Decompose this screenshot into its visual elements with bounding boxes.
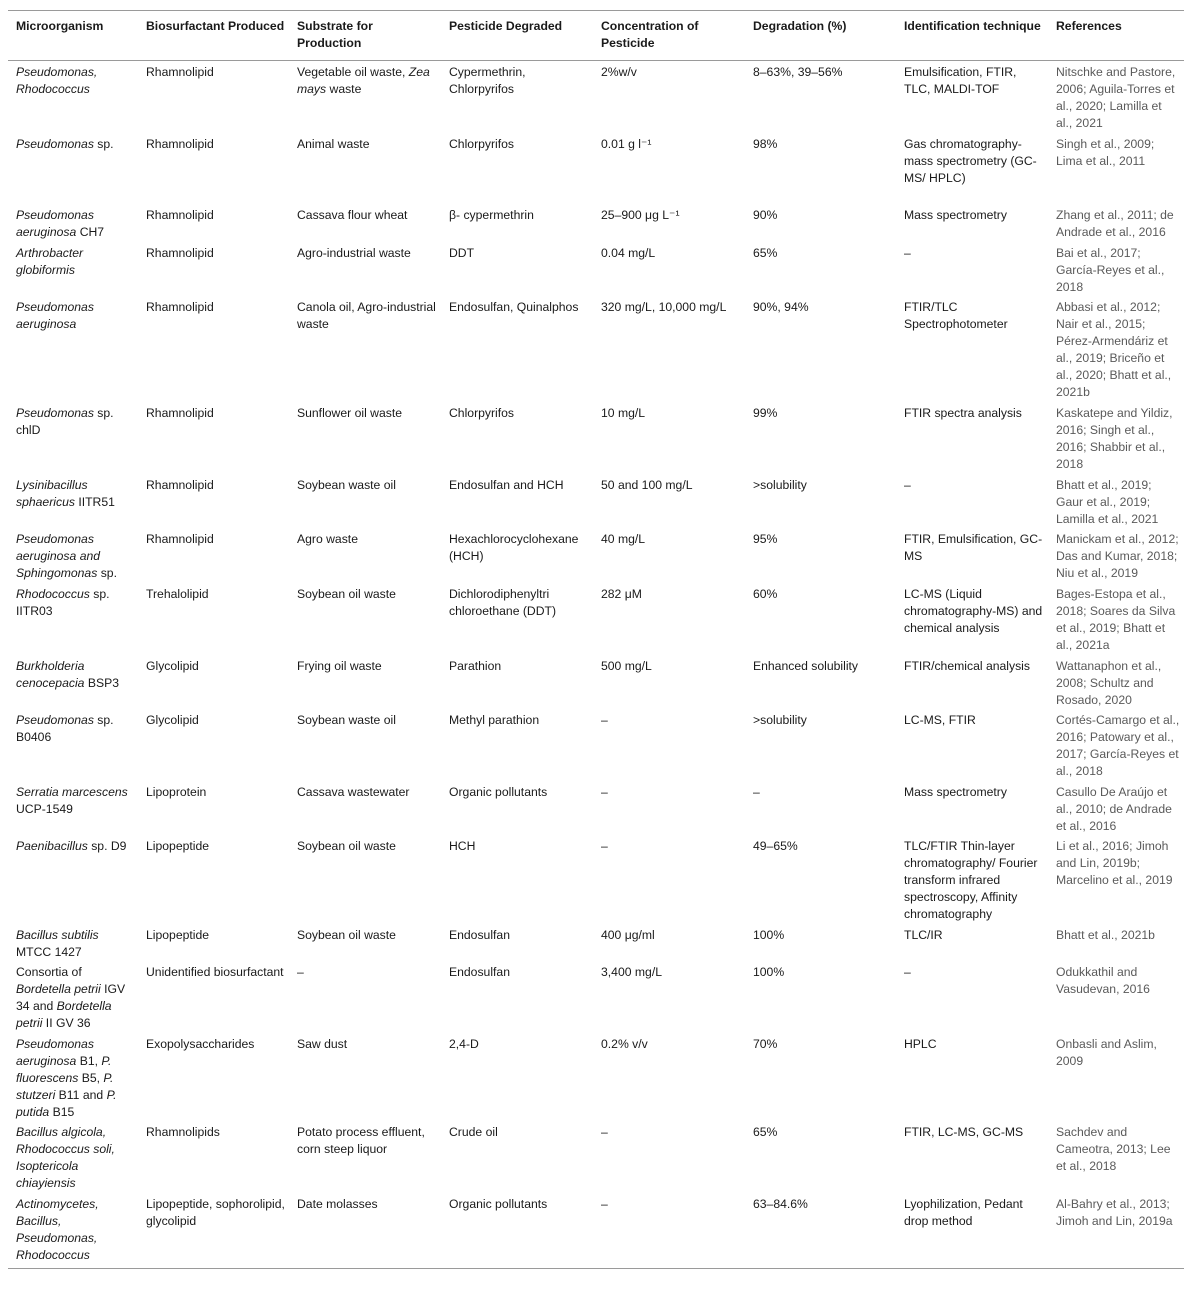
- cell-substrate-text: Soybean oil waste: [297, 927, 396, 942]
- cell-microorganism-text: Bacillus algicola, Rhodococcus soli, Isoptericola chiayiensis: [16, 1124, 115, 1190]
- cell-microorganism-text: II GV 36: [42, 1015, 91, 1030]
- cell-microorganism-text: B5,: [78, 1070, 104, 1085]
- cell-microorganism-text: Actinomycetes, Bacillus, Pseudomonas, Rhodococcus: [16, 1196, 99, 1262]
- cell-substrate-text: Soybean waste oil: [297, 712, 396, 727]
- cell-references: Al-Bahry et al., 2013; Jimoh and Lin, 2019a: [1048, 1193, 1184, 1269]
- header-row: [8, 11, 1184, 61]
- table-row: [8, 61, 1184, 133]
- cell-identification: Mass spectrometry: [904, 207, 1007, 222]
- cell-concentration: 500 mg/L: [601, 658, 652, 673]
- cell-references: Casullo De Araújo et al., 2010; de Andrade et al., 2016: [1056, 784, 1172, 833]
- cell-substrate: [289, 402, 441, 474]
- cell-concentration: 400 μg/ml: [601, 927, 655, 942]
- cell-pesticide: Crude oil: [449, 1124, 498, 1139]
- cell-degradation: >solubility: [753, 477, 807, 492]
- cell-concentration: 282 μM: [601, 586, 642, 601]
- cell-microorganism: [8, 583, 138, 655]
- cell-substrate-text: Saw dust: [297, 1036, 348, 1051]
- cell-references: Li et al., 2016; Jimoh and Lin, 2019b; Marcelino et al., 2019: [1056, 838, 1173, 887]
- cell-microorganism-text: Burkholderia cenocepacia: [16, 658, 85, 690]
- cell-identification: TLC/FTIR Thin-layer chromatography/ Fourier transform infrared spectroscopy, Affinity chromatography: [904, 838, 1038, 921]
- cell-degradation: 100%: [753, 964, 785, 979]
- cell-degradation: 90%, 94%: [753, 299, 809, 314]
- cell-biosurfactant: Rhamnolipid: [146, 245, 214, 260]
- table-row: [8, 961, 1184, 1033]
- cell-substrate-text: Cassava flour wheat: [297, 207, 408, 222]
- header-identification: Identification technique: [896, 11, 1048, 61]
- cell-microorganism-text: Pseudomonas: [16, 712, 94, 727]
- cell-microorganism-text: Pseudomonas, Rhodococcus: [16, 65, 98, 96]
- cell-substrate-text: Sunflower oil waste: [297, 405, 402, 420]
- cell-degradation: 98%: [753, 136, 778, 151]
- table-row: [8, 242, 1184, 296]
- cell-substrate: [289, 242, 441, 296]
- cell-concentration: 10 mg/L: [601, 405, 646, 420]
- cell-microorganism-text: Lysinibacillus sphaericus: [16, 477, 88, 509]
- cell-references: Onbasli and Aslim, 2009: [1056, 1036, 1157, 1068]
- cell-biosurfactant: Rhamnolipid: [146, 136, 214, 151]
- cell-pesticide: Chlorpyrifos: [449, 136, 515, 151]
- cell-microorganism-text: Bordetella petrii: [16, 981, 101, 996]
- cell-references: Cortés-Camargo et al., 2016; Patowary et al., 2017; García-Reyes et al., 2018: [1056, 712, 1180, 778]
- cell-references: Bages-Estopa et al., 2018; Soares da Silva et al., 2019; Bhatt et al., 2021a: [1056, 586, 1176, 652]
- biosurfactant-table: [8, 10, 1184, 1269]
- cell-references: Nitschke and Pastore, 2006; Aguila-Torres et al., 2020; Lamilla et al., 2021: [1056, 65, 1176, 130]
- cell-biosurfactant: Exopolysaccharides: [146, 1036, 255, 1051]
- cell-identification: TLC/IR: [904, 927, 943, 942]
- cell-microorganism-text: Pseudomonas: [16, 405, 94, 420]
- cell-substrate: [289, 204, 441, 242]
- table-row: [8, 133, 1184, 204]
- cell-microorganism-text: Pseudomonas aeruginosa and Sphingomonas: [16, 531, 101, 580]
- header-degradation: Degradation (%): [745, 11, 896, 61]
- cell-microorganism: [8, 655, 138, 709]
- table-row: [8, 204, 1184, 242]
- cell-substrate-text: Zea mays: [297, 65, 430, 96]
- cell-degradation: >solubility: [753, 712, 807, 727]
- cell-concentration: 2%w/v: [601, 65, 637, 79]
- cell-microorganism: [8, 835, 138, 924]
- cell-biosurfactant: Lipopeptide: [146, 927, 210, 942]
- cell-identification: FTIR, LC-MS, GC-MS: [904, 1124, 1024, 1139]
- cell-microorganism-text: Pseudomonas: [16, 136, 94, 151]
- cell-concentration: 40 mg/L: [601, 531, 646, 546]
- cell-microorganism: [8, 296, 138, 402]
- cell-substrate: [289, 583, 441, 655]
- cell-concentration: 3,400 mg/L: [601, 964, 662, 979]
- cell-pesticide: Hexachlorocyclohexane (HCH): [449, 531, 579, 563]
- cell-substrate-text: –: [297, 964, 304, 979]
- cell-substrate: [289, 709, 441, 781]
- cell-concentration: 0.04 mg/L: [601, 245, 656, 260]
- cell-concentration: –: [601, 1124, 608, 1139]
- cell-pesticide: Chlorpyrifos: [449, 405, 515, 420]
- cell-microorganism-text: CH7: [76, 224, 105, 239]
- cell-microorganism-text: UCP-1549: [16, 801, 73, 816]
- cell-degradation: 99%: [753, 405, 778, 420]
- table-row: [8, 528, 1184, 583]
- cell-pesticide: Endosulfan: [449, 927, 510, 942]
- cell-pesticide: Cypermethrin, Chlorpyrifos: [449, 65, 526, 96]
- cell-microorganism-text: Paenibacillus: [16, 838, 88, 853]
- cell-identification: Mass spectrometry: [904, 784, 1007, 799]
- cell-microorganism-text: Bordetella petrii: [16, 998, 112, 1030]
- cell-microorganism-text: IITR51: [74, 494, 115, 509]
- cell-identification: Emulsification, FTIR, TLC, MALDI-TOF: [904, 65, 1017, 96]
- cell-microorganism: [8, 528, 138, 583]
- cell-substrate-text: Frying oil waste: [297, 658, 382, 673]
- table-row: [8, 781, 1184, 835]
- cell-concentration: 0.01 g l⁻¹: [601, 136, 652, 151]
- cell-references: Zhang et al., 2011; de Andrade et al., 2016: [1056, 207, 1174, 239]
- cell-identification: LC-MS (Liquid chromatography-MS) and chemical analysis: [904, 586, 1043, 635]
- cell-substrate: [289, 1033, 441, 1121]
- header-microorganism: Microorganism: [8, 11, 138, 61]
- cell-microorganism-text: Bacillus subtilis: [16, 927, 99, 942]
- cell-identification: FTIR, Emulsification, GC-MS: [904, 531, 1043, 563]
- cell-substrate: [289, 61, 441, 133]
- cell-biosurfactant: Glycolipid: [146, 712, 199, 727]
- cell-biosurfactant: Lipopeptide: [146, 838, 210, 853]
- cell-biosurfactant: Glycolipid: [146, 658, 199, 673]
- cell-pesticide: Endosulfan: [449, 964, 510, 979]
- cell-microorganism-text: B1,: [76, 1053, 102, 1068]
- cell-references: Bhatt et al., 2019; Gaur et al., 2019; Lamilla et al., 2021: [1056, 477, 1159, 526]
- cell-pesticide: HCH: [449, 838, 476, 853]
- cell-concentration: –: [601, 784, 608, 799]
- cell-degradation: 60%: [753, 586, 778, 601]
- cell-degradation: 65%: [753, 1124, 778, 1139]
- table-row: [8, 709, 1184, 781]
- cell-pesticide: DDT: [449, 245, 475, 260]
- cell-microorganism: [8, 961, 138, 1033]
- cell-microorganism-text: sp. chlD: [16, 405, 114, 437]
- cell-concentration: –: [601, 838, 608, 853]
- cell-biosurfactant: Rhamnolipid: [146, 207, 214, 222]
- cell-microorganism-text: B11 and: [55, 1087, 107, 1102]
- cell-microorganism: [8, 474, 138, 528]
- cell-references: Singh et al., 2009; Lima et al., 2011: [1056, 136, 1155, 168]
- cell-biosurfactant: Rhamnolipid: [146, 299, 214, 314]
- cell-degradation: 70%: [753, 1036, 778, 1051]
- cell-biosurfactant: Lipoprotein: [146, 784, 207, 799]
- cell-microorganism-text: sp.: [93, 136, 114, 151]
- table-body: [8, 61, 1184, 1269]
- table-row: [8, 402, 1184, 474]
- cell-pesticide: β- cypermethrin: [449, 207, 534, 222]
- cell-pesticide: Methyl parathion: [449, 712, 540, 727]
- cell-microorganism-text: Consortia of: [16, 964, 82, 979]
- cell-substrate-text: Agro waste: [297, 531, 358, 546]
- cell-concentration: 25–900 μg L⁻¹: [601, 207, 680, 222]
- cell-degradation: 100%: [753, 927, 785, 942]
- cell-substrate: [289, 924, 441, 961]
- header-substrate: Substrate for Production: [289, 11, 441, 61]
- cell-microorganism: [8, 781, 138, 835]
- cell-identification: Gas chromatography-mass spectrometry (GC-MS/ HPLC): [904, 136, 1037, 185]
- cell-biosurfactant: Trehalolipid: [146, 586, 209, 601]
- cell-pesticide: Endosulfan and HCH: [449, 477, 564, 492]
- cell-microorganism-text: P. stutzeri: [16, 1070, 114, 1102]
- cell-biosurfactant: Rhamnolipid: [146, 477, 214, 492]
- cell-biosurfactant: Rhamnolipid: [146, 65, 214, 79]
- cell-microorganism-text: Arthrobacter globiformis: [16, 245, 84, 277]
- cell-microorganism-text: Serratia marcescens: [16, 784, 128, 799]
- cell-degradation: 49–65%: [753, 838, 798, 853]
- cell-microorganism-text: Pseudomonas aeruginosa: [16, 1036, 94, 1068]
- cell-substrate-text: waste: [326, 82, 362, 96]
- cell-microorganism-text: MTCC 1427: [16, 944, 82, 959]
- cell-microorganism: [8, 1121, 138, 1193]
- cell-microorganism: [8, 1193, 138, 1269]
- header-biosurfactant: Biosurfactant Produced: [138, 11, 289, 61]
- cell-microorganism-text: sp. B0406: [16, 712, 114, 744]
- cell-references: Kaskatepe and Yildiz, 2016; Singh et al., 2016; Shabbir et al., 2018: [1056, 405, 1173, 471]
- cell-substrate-text: Cassava wastewater: [297, 784, 410, 799]
- cell-microorganism: [8, 402, 138, 474]
- header-concentration: Concentration of Pesticide: [593, 11, 745, 61]
- cell-microorganism: [8, 242, 138, 296]
- cell-biosurfactant: Unidentified biosurfactant: [146, 964, 284, 979]
- header-references: References: [1048, 11, 1184, 61]
- cell-microorganism: [8, 1033, 138, 1121]
- table-row: [8, 835, 1184, 924]
- table-row: [8, 924, 1184, 961]
- cell-substrate: [289, 133, 441, 204]
- cell-microorganism-text: BSP3: [84, 675, 119, 690]
- cell-microorganism-text: IGV 34 and: [16, 981, 126, 1013]
- cell-pesticide: Parathion: [449, 658, 502, 673]
- cell-substrate: [289, 296, 441, 402]
- cell-references: Sachdev and Cameotra, 2013; Lee et al., 2018: [1056, 1124, 1171, 1173]
- cell-biosurfactant: Rhamnolipid: [146, 531, 214, 546]
- cell-references: Bhatt et al., 2021b: [1056, 927, 1155, 942]
- cell-degradation: 8–63%, 39–56%: [753, 65, 843, 79]
- cell-microorganism-text: sp. D9: [87, 838, 127, 853]
- cell-substrate-text: Soybean oil waste: [297, 838, 396, 853]
- cell-substrate: [289, 835, 441, 924]
- cell-identification: FTIR spectra analysis: [904, 405, 1022, 420]
- cell-pesticide: Dichlorodiphenyltri chloroethane (DDT): [449, 586, 557, 618]
- cell-microorganism-text: sp. IITR03: [16, 586, 110, 618]
- cell-substrate: [289, 1121, 441, 1193]
- table-row: [8, 1193, 1184, 1269]
- cell-microorganism-text: Rhodococcus: [16, 586, 90, 601]
- table-row: [8, 1033, 1184, 1121]
- cell-references: Wattanaphon et al., 2008; Schultz and Rosado, 2020: [1056, 658, 1162, 707]
- cell-references: Odukkathil and Vasudevan, 2016: [1056, 964, 1150, 996]
- cell-microorganism: [8, 61, 138, 133]
- cell-references: Manickam et al., 2012; Das and Kumar, 2018; Niu et al., 2019: [1056, 531, 1179, 580]
- cell-microorganism: [8, 924, 138, 961]
- cell-pesticide: Organic pollutants: [441, 1193, 593, 1269]
- cell-concentration: –: [601, 712, 608, 727]
- cell-references: Bai et al., 2017; García-Reyes et al., 2018: [1056, 245, 1165, 294]
- cell-microorganism: [8, 204, 138, 242]
- cell-identification: –: [904, 245, 911, 260]
- cell-concentration: 320 mg/L, 10,000 mg/L: [601, 299, 727, 314]
- cell-substrate: [289, 781, 441, 835]
- table-row: [8, 583, 1184, 655]
- cell-substrate: [289, 655, 441, 709]
- cell-identification: Lyophilization, Pedant drop method: [896, 1193, 1048, 1269]
- cell-microorganism: [8, 133, 138, 204]
- table-row: [8, 655, 1184, 709]
- cell-substrate: [289, 528, 441, 583]
- cell-pesticide: Endosulfan, Quinalphos: [449, 299, 579, 314]
- cell-substrate-text: Canola oil, Agro-industrial waste: [297, 299, 436, 331]
- cell-pesticide: Organic pollutants: [449, 784, 548, 799]
- cell-microorganism-text: Pseudomonas aeruginosa: [16, 207, 94, 239]
- cell-identification: –: [904, 964, 911, 979]
- cell-substrate-text: Agro-industrial waste: [297, 245, 411, 260]
- cell-identification: FTIR/TLC Spectrophotometer: [904, 299, 1008, 331]
- cell-identification: HPLC: [904, 1036, 937, 1051]
- table-row: [8, 474, 1184, 528]
- cell-degradation: 95%: [753, 531, 778, 546]
- cell-substrate-text: Animal waste: [297, 136, 370, 151]
- cell-concentration: 0.2% v/v: [601, 1036, 648, 1051]
- cell-microorganism-text: sp.: [97, 565, 117, 580]
- cell-substrate: [289, 1193, 441, 1269]
- cell-degradation: 90%: [753, 207, 778, 222]
- cell-pesticide: 2,4-D: [449, 1036, 479, 1051]
- cell-microorganism-text: Pseudomonas aeruginosa: [16, 299, 94, 331]
- table-row: [8, 296, 1184, 402]
- cell-identification: –: [904, 477, 911, 492]
- cell-microorganism-text: B15: [49, 1104, 75, 1119]
- cell-identification: LC-MS, FTIR: [904, 712, 976, 727]
- cell-concentration: –: [593, 1193, 745, 1269]
- cell-references: Abbasi et al., 2012; Nair et al., 2015; Pérez-Armendáriz et al., 2019; Briceño et al., 2020; Bhatt et al., 2021b: [1056, 299, 1172, 399]
- cell-substrate-text: Soybean oil waste: [297, 586, 396, 601]
- cell-substrate: [289, 961, 441, 1033]
- cell-biosurfactant: Rhamnolipids: [146, 1124, 220, 1139]
- cell-substrate-text: Vegetable oil waste,: [297, 65, 409, 79]
- cell-concentration: 50 and 100 mg/L: [601, 477, 693, 492]
- table-row: [8, 1121, 1184, 1193]
- cell-microorganism-text: P. putida: [16, 1087, 117, 1119]
- cell-degradation: –: [753, 784, 760, 799]
- cell-degradation: 65%: [753, 245, 778, 260]
- cell-microorganism: [8, 709, 138, 781]
- cell-substrate: [289, 474, 441, 528]
- header-pesticide: Pesticide Degraded: [441, 11, 593, 61]
- cell-degradation: Enhanced solubility: [753, 658, 859, 673]
- cell-substrate-text: Soybean waste oil: [297, 477, 396, 492]
- cell-identification: FTIR/chemical analysis: [904, 658, 1030, 673]
- cell-biosurfactant: Rhamnolipid: [146, 405, 214, 420]
- cell-substrate-text: Date molasses: [297, 1196, 378, 1211]
- cell-degradation: 63–84.6%: [745, 1193, 896, 1269]
- cell-substrate-text: Potato process effluent, corn steep liquor: [297, 1124, 425, 1156]
- cell-microorganism-text: P. fluorescens: [16, 1053, 112, 1085]
- cell-biosurfactant: Lipopeptide, sophorolipid, glycolipid: [138, 1193, 289, 1269]
- table-container: [8, 10, 1184, 1269]
